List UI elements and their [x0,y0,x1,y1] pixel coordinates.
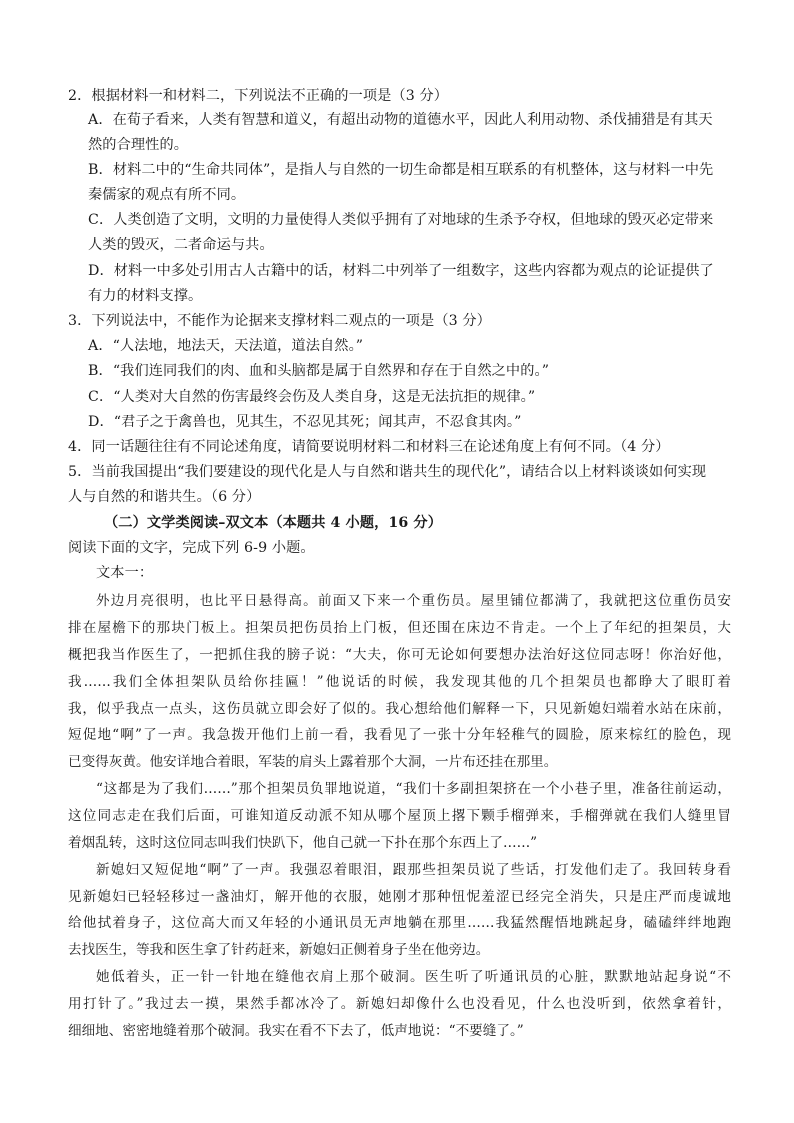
section-instruction: 阅读下面的文字，完成下列 6-9 小题。 [68,540,315,556]
question-2-option-b-line1: B．材料二中的“生命共同体”，是指人与自然的一切生命都是相互联系的有机整体，这与材料一中先 [88,162,714,178]
story-p1-line5: 我，似乎我点一点头，这伤员就立即会好了似的。我心想给他们解释一下，只见新媳妇端着水站在床前， [68,701,731,717]
question-2-stem: 2．根据材料一和材料二，下列说法不正确的一项是（3 分） [68,88,449,104]
story-p3-line1: 新媳妇又短促地“啊”了一声。我强忍着眼泪，跟那些担架员说了些话，打发他们走了。我回转身看 [96,862,731,878]
question-3-option-a: A．“人法地，地法天，天法道，道法自然。” [88,338,364,354]
question-2-option-d-line2: 有力的材料支撑。 [88,288,203,304]
question-3-option-b: B．“我们连同我们的肉、血和头脑都是属于自然界和存在于自然之中的。” [88,363,550,379]
question-5-line2: 人与自然的和谐共生。（6 分） [68,489,261,505]
question-5-line1: 5．当前我国提出“我们要建设的现代化是人与自然和谐共生的现代化”，请结合以上材料谈谈如何实现 [68,464,707,480]
story-p1-line6: 短促地“啊”了一声。我急拨开他们上前一看，我看见了一张十分年轻稚气的圆脸，原来棕红的脸色，现 [68,727,731,743]
section-heading: （二）文学类阅读–双文本（本题共 4 小题，16 分） [104,515,442,531]
question-3-option-d: D．“君子之于禽兽也，见其生，不忍见其死；闻其声，不忍食其肉。” [88,414,522,430]
story-p4-line2: 用打针了。”我过去一摸，果然手都冰冷了。新媳妇却像什么也没看见，什么也没听到，依然拿着针， [68,996,731,1012]
story-p3-line4: 去找医生，等我和医生拿了针药赶来，新媳妇正侧着身子坐在他旁边。 [68,942,490,958]
story-p4-line1: 她低着头，正一针一针地在缝他衣肩上那个破洞。医生听了听通讯员的心脏，默默地站起身说“不 [96,969,731,985]
question-2-option-a-line2: 然的合理性的。 [88,137,189,153]
story-p1-line7: 已变得灰黄。他安详地合着眼，军装的肩头上露着那个大洞，一片布还挂在那里。 [68,754,558,770]
story-p1-line1: 外边月亮很明，也比平日悬得高。前面又下来一个重伤员。屋里铺位都满了，我就把这位重伤员安 [96,593,731,609]
story-p2-line1: “这都是为了我们……”那个担架员负罪地说道，“我们十多副担架挤在一个小巷子里，准备往前运动， [96,781,731,797]
question-4-stem: 4．同一话题往往有不同论述角度，请简要说明材料二和材料三在论述角度上有何不同。（4 分） [68,439,670,455]
text-label: 文本一： [96,565,154,581]
question-2-option-a-line1: A．在荀子看来，人类有智慧和道义，有超出动物的道德水平，因此人利用动物、杀伐捕猎是有其天 [88,112,713,128]
story-p2-line3: 着烟乱转，这时这位同志叫我们快趴下，他自己就一下扑在那个东西上了……” [68,835,538,851]
story-p2-line2: 这位同志走在我们后面，可谁知道反动派不知从哪个屋顶上撂下颗手榴弹来，手榴弹就在我们人缝里冒 [68,808,731,824]
story-p1-line4: 我……我们全体担架队员给你挂匾！”他说话的时候，我发现其他的几个担架员也都睁大了眼盯着 [68,674,731,690]
question-2-option-b-line2: 秦儒家的观点有所不同。 [88,187,246,203]
story-p1-line2: 排在屋檐下的那块门板上。担架员把伤员抬上门板，但还围在床边不肯走。一个上了年纪的担架员，大 [68,620,731,636]
story-p3-line3: 给他拭着身子，这位高大而又年轻的小通讯员无声地躺在那里……我猛然醒悟地跳起身，磕磕绊绊地跑 [68,915,731,931]
question-2-option-c-line1: C．人类创造了文明，文明的力量使得人类似乎拥有了对地球的生杀予夺权，但地球的毁灭必定带来 [88,212,714,228]
story-p3-line2: 见新媳妇已轻轻移过一盏油灯，解开他的衣服，她刚才那种忸怩羞涩已经完全消失，只是庄严而虔诚地 [68,889,731,905]
story-p1-line3: 概把我当作医生了，一把抓住我的膀子说：“大夫，你可无论如何要想办法治好这位同志呀！你治好他， [68,647,731,663]
question-2-option-c-line2: 人类的毁灭，二者命运与共。 [88,237,274,253]
story-p4-line3: 细细地、密密地缝着那个破洞。我实在看不下去了，低声地说：“不要缝了。” [68,1023,524,1039]
question-3-stem: 3．下列说法中，不能作为论据来支撑材料二观点的一项是（3 分） [68,313,491,329]
question-2-option-d-line1: D．材料一中多处引用古人古籍中的话，材料二中列举了一组数字，这些内容都为观点的论证提供了 [88,263,714,279]
question-3-option-c: C．“人类对大自然的伤害最终会伤及人类自身，这是无法抗拒的规律。” [88,389,536,405]
